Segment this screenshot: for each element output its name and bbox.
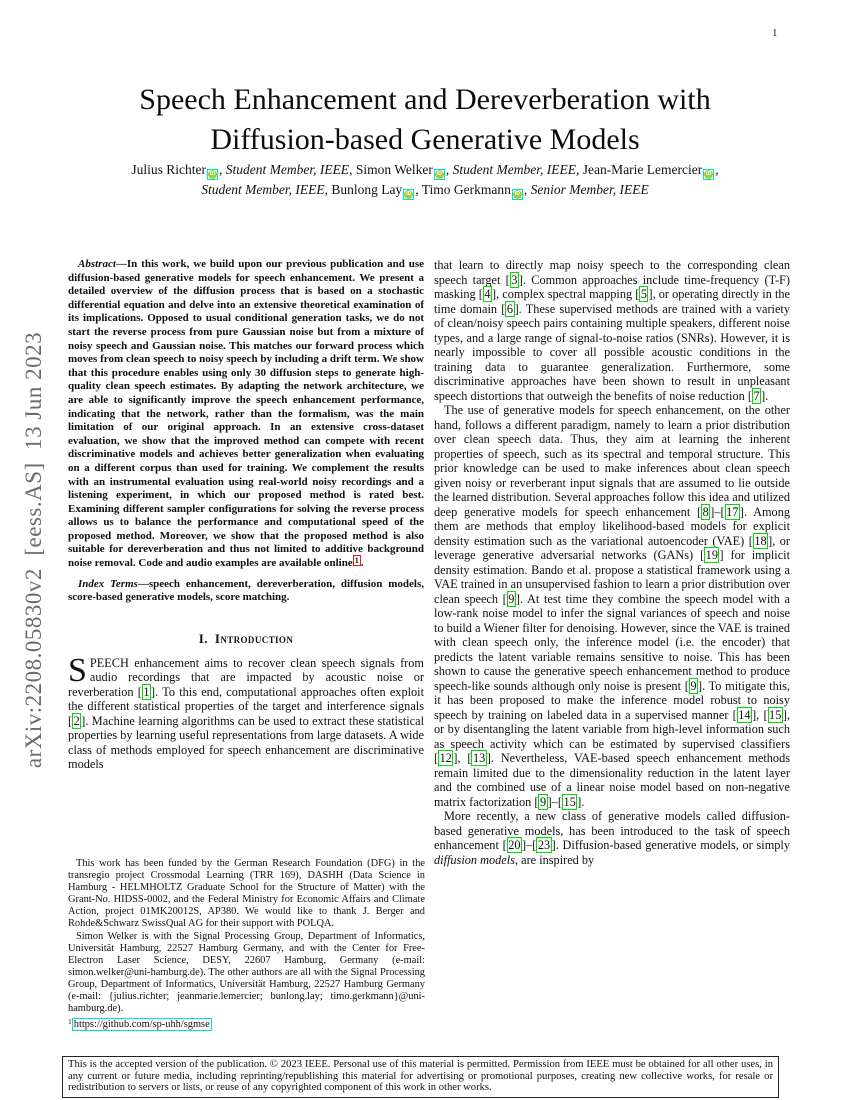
author-role: Student Member, IEEE: [225, 162, 350, 177]
citation-link[interactable]: 17: [726, 504, 739, 519]
citation-link[interactable]: 9: [539, 794, 547, 809]
citation-link[interactable]: 18: [754, 533, 767, 548]
drop-cap: S: [68, 651, 87, 689]
left-column: [68, 258, 424, 867]
author-role: Senior Member, IEEE: [530, 182, 649, 197]
two-column-body: [68, 258, 790, 867]
arxiv-watermark: arXiv:2208.05830v2 [eess.AS] 13 Jun 2023: [21, 331, 46, 769]
citation-link[interactable]: 12: [439, 751, 452, 765]
italic-term: diffusion models: [434, 852, 515, 867]
page-number: 1: [772, 27, 778, 39]
author-name: Jean-Marie Lemercier: [582, 162, 703, 177]
author-separator: ,: [415, 182, 422, 197]
right-column: [434, 258, 790, 867]
citation-link[interactable]: 8: [702, 504, 709, 519]
author-name: Simon Welker: [355, 162, 433, 177]
index-terms-lead: Index Terms: [78, 577, 138, 590]
citation-link[interactable]: 19: [705, 548, 718, 562]
orcid-id-glyph: iD: [514, 191, 520, 197]
section-title: Introduction: [214, 630, 294, 646]
abstract-lead: Abstract: [78, 258, 116, 270]
citation-link[interactable]: 7: [753, 388, 760, 403]
body-paragraph: More recently, a new class of generative models called diffusion-based generative models, has been introduced to the task of speech enhancement [ 20 ]–[ 23 ]. Diffusion-based generative models, or simply diffusion models, are inspired by: [434, 809, 790, 867]
orcid-icon[interactable]: [703, 169, 714, 180]
code-footnote: [68, 1016, 425, 1031]
citation-link[interactable]: 2: [73, 713, 80, 728]
author-name: Bunlong Lay: [331, 182, 403, 197]
introduction-text: PEECH enhancement aims to recover clean speech signals from audio recordings that are impacted by acoustic noise or reverberation [ 1 ]. To this end, computational approaches often exploit the different statistical properties of the target and interference signals [ 2 ]. Machine learning algorithms can be used to extract these statistical properties by learning useful representations from large datasets. A wide class of methods employed for speech enhancement are discriminative models: [68, 655, 425, 772]
ieee-copyright-box: This is the accepted version of the publication. © 2023 IEEE. Personal use of this material is permitted. Permission from IEEE must be obtained for all other uses, in any current or future media, including reprinting/republishing this material for advertising or promotional purposes, creating new collective works, for resale or redistribution to servers or lists, or reuse of any copyrighted component of this work in other works.: [62, 1056, 779, 1098]
author-separator: ,: [575, 162, 583, 177]
body-paragraph: that learn to directly map noisy speech to the corresponding clean speech target [ 3 ]. Common approaches include time-frequency (T-F) masking [ 4 ], complex spectral mapping [ 5 ], or operating directly in the time domain [ 6 ]. These supervised methods are trained with a variety of clean/noisy speech pairs containing multiple speakers, different noise types, and a large range of signal-to-noise ratios (SNRs). However, it is nearly impossible to cover all possible acoustic conditions in the training data to guarantee generalization. Furthermore, some discriminative approaches have been shown to result in unpleasant speech distortions that outweigh the benefits of noise reduction [ 7 ].: [434, 258, 791, 403]
author-separator: ,: [523, 182, 531, 197]
index-terms-text: —speech enhancement, dereverberation, diffusion models, score-based generative models, score matching.: [68, 577, 424, 604]
index-terms: [68, 578, 424, 605]
citation-link[interactable]: 15: [563, 794, 576, 809]
citation-link[interactable]: 23: [537, 838, 551, 852]
orcid-icon[interactable]: [207, 169, 218, 180]
citation-link[interactable]: 15: [769, 707, 782, 722]
orcid-icon[interactable]: [434, 169, 445, 180]
section-number: I.: [198, 630, 208, 646]
author-separator: ,: [445, 162, 453, 177]
footnote-marker-link[interactable]: 1: [354, 556, 359, 566]
citation-link[interactable]: 20: [508, 838, 521, 852]
body-paragraph: The use of generative models for speech enhancement, on the other hand, follows a different paradigm, namely to learn a prior distribution over clean speech data. Thus, they aim at learning the inherent properties of speech, such as its spectral and temporal structure. This prior knowledge can be used to make inferences about clean speech given noisy or reverberant input signals that are assumed to lie outside the learned distribution. Several approaches follow this idea and utilized deep generative models for speech enhancement [ 8 ]–[ 17 ]. Among them are methods that employ likelihood-based models for explicit density estimation such as the variational autoencoder (VAE) [ 18 ], or leverage generative adversarial networks (GANs) [ 19 ] for implicit density estimation. Bando et al. propose a statistical framework using a VAE trained in an unsupervised fashion to learn a prior distribution over clean speech [ 9 ]. At test time they combine the speech model with a low-rank noise model to infer the signal variances of speech and noise to build a Wiener filter for denoising. However, since the VAE is trained with clean speech only, the inference model (i.e. the encoder) that predicts the latent variable remains sensitive to noise. This has been shown to cause the generative speech enhancement method to produce speech-like sounds although only noise is present [ 9 ]. To mitigate this, it has been proposed to make the inference model robust to noisy speech by training on labeled data in a supervised manner [ 14 ], [ 15 ], or by disentangling the latent variable from high-level information such as speech activity which can be estimated by supervised classifiers [ 12 ], [ 13 ]. Nevertheless, VAE-based speech enhancement methods remain limited due to the dimensionality reduction in the latent layer and the combined use of a linear noise model based on non-negative matrix factorization [ 9 ]–[ 15 ].: [434, 403, 791, 809]
abstract: [68, 258, 424, 571]
citation-link[interactable]: 14: [738, 707, 751, 722]
introduction-paragraph: [68, 651, 425, 772]
affiliation-footnote: Simon Welker is with the Signal Processing Group, Department of Informatics, Universität Hamburg, 22527 Hamburg Germany, and with the Center for Free-Electron Laser Science, DESY, 22607 Hamburg, Germany (e-mail: simon.welker@uni-hamburg.de). The other authors are all with the Signal Processing Group, Department of Informatics, Universität Hamburg, 22527 Hamburg Germany (e-mail: {julius.richter; jeanmarie.lemercier; bunlong.lay; timo.gerkmann}@uni-hamburg.de).: [68, 930, 425, 1015]
first-page-footnotes: [68, 858, 425, 1031]
author-line: [110, 160, 740, 200]
citation-link[interactable]: 4: [484, 287, 491, 301]
orcid-id-glyph: iD: [706, 171, 712, 177]
section-heading-introduction: [68, 631, 424, 647]
orcid-icon[interactable]: [512, 189, 523, 200]
funding-footnote: This work has been funded by the German Research Foundation (DFG) in the transregio project Crossmodal Learning (TRR 169), DASHH (Data Science in Hamburg - HELMHOLTZ Graduate School for the Structure of Matter) with the Grant-No. HIDSS-0002, and the Federal Ministry for Economic Affairs and Climate Action, project 01MK20012S, AP380. We would like to thank J. Berger and Rohde&Schwarz SwissQual AG for their support with POLQA.: [68, 858, 425, 930]
author-separator: ,: [218, 162, 226, 177]
author-separator: ,: [715, 162, 719, 177]
author-role: Student Member, IEEE: [201, 182, 325, 197]
orcid-id-glyph: iD: [406, 191, 412, 197]
author-separator: ,: [324, 182, 332, 197]
citation-link[interactable]: 9: [690, 678, 697, 693]
citation-link[interactable]: 5: [640, 287, 647, 301]
author-separator: ,: [349, 162, 356, 177]
author-role: Student Member, IEEE: [452, 162, 576, 177]
orcid-id-glyph: iD: [209, 171, 215, 177]
citation-link[interactable]: 1: [143, 684, 150, 699]
citation-link[interactable]: 3: [511, 272, 518, 287]
author-name: Timo Gerkmann: [421, 182, 511, 197]
orcid-icon[interactable]: [403, 189, 414, 200]
citation-link[interactable]: 6: [506, 301, 514, 316]
citation-link[interactable]: 9: [508, 591, 515, 606]
paper-title: Speech Enhancement and Dereverberation with Diffusion-based Generative Models: [139, 83, 711, 156]
footnote-number: 1: [68, 1017, 72, 1027]
citation-link[interactable]: 13: [472, 751, 486, 765]
github-url-link[interactable]: https://github.com/sp-uhh/sgmse: [73, 1019, 210, 1031]
abstract-text: —In this work, we build upon our previous publication and use diffusion-based generative models for speech enhancement. We present a detailed overview of the diffusion process that is based on a stochastic differential equation and delve into an extensive theoretical examination of its implications. Opposed to usual conditional generation tasks, we do not start the reverse process from pure Gaussian noise but from a mixture of noisy speech and Gaussian noise. This matches our forward process which moves from clean speech to noisy speech by including a drift term. We show that this procedure enables using only 30 diffusion steps to generate high-quality clean speech estimates. By adapting the network architecture, we are able to significantly improve the speech enhancement performance, indicating that the network, rather than the formalism, was the main limitation of our original approach. In an extensive cross-dataset evaluation, we show that the improved method can compete with recent discriminative models and achieves better generalization when evaluating on a different corpus than used for training. We complement the results with an instrumental evaluation using real-world noisy recordings and a listening experiment, in which our proposed method is rated best. Examining different sampler configurations for solving the reverse process allows us to balance the performance and computational speed of the proposed method. Moreover, we show that the proposed method is also suitable for dereverberation and thus not limited to additive background noise removal. Code and audio examples are available online $^1$ .: [68, 258, 424, 570]
orcid-id-glyph: iD: [436, 171, 442, 177]
author-name: Julius Richter: [131, 162, 206, 177]
